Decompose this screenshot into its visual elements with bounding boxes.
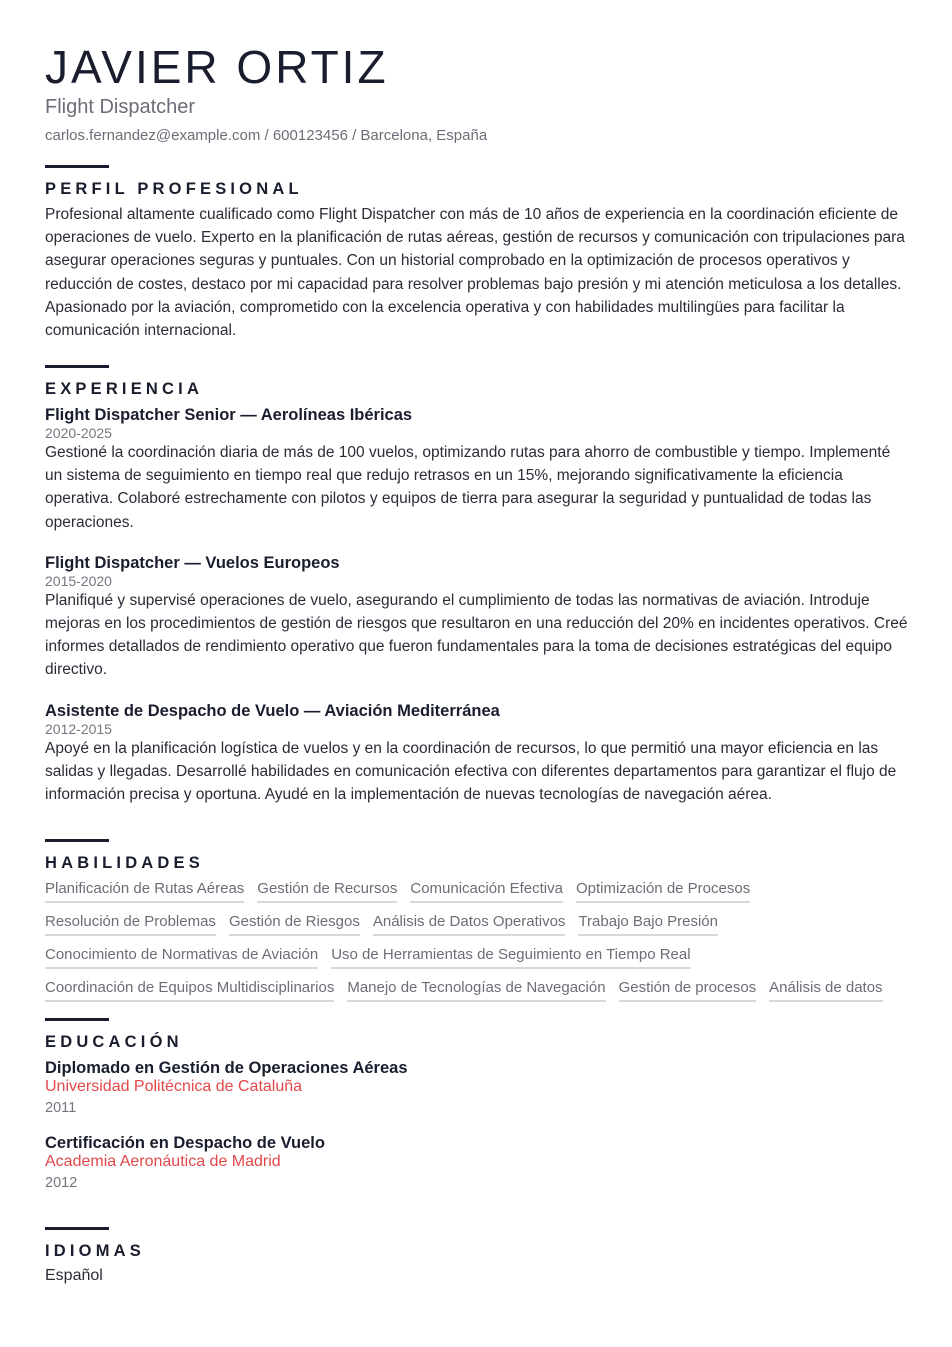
resume-page [45,41,911,1284]
section-divider [45,1227,109,1230]
section-experience [45,365,911,825]
experience-item [45,405,911,534]
job-title: Flight Dispatcher Senior — Aerolíneas Ibéricas [45,406,413,424]
section-title-education: EDUCACIÓN [45,1033,183,1051]
experience-item [45,553,911,682]
skill-tag: Planificación de Rutas Aéreas [45,879,244,903]
section-education [45,1018,911,1208]
job-dates: 2012-2015 [45,720,112,737]
section-divider [45,1018,109,1021]
job-description: Planifiqué y supervisé operaciones de vuelo, asegurando el cumplimiento de todas las normativas de aviación. Introduje mejoras en los procedimientos de gestión de riesgos que resultaron en una reducción del 20% en incidentes operativos. Creé informes detallados de rendimiento operativo que fueron fundamentales para la toma de decisiones estratégicas del equipo directivo. [45,591,908,679]
skill-tag: Comunicación Efectiva [410,879,563,903]
graduation-year: 2012 [45,1175,78,1191]
skill-tag: Conocimiento de Normativas de Aviación [45,945,318,969]
profile-summary: Profesional altamente cualificado como Flight Dispatcher con más de 10 años de experiencia en la coordinación eficiente de operaciones de vuelo. Experto en la planificación de rutas aéreas, gestión de recursos y comunicación con tripulaciones para asegurar operaciones seguras y puntuales. Con un historial comprobado en la optimización de procesos operativos y reducción de costes, destaco por mi capacidad para resolver problemas bajo presión y mi atención meticulosa a los detalles. Apasionado por la aviación, comprometido con la excelencia operativa y con habilidades multilingües para facilitar la comunicación internacional. [45,206,905,340]
skill-tag: Manejo de Tecnologías de Navegación [347,978,605,1002]
job-title: Flight Dispatcher — Vuelos Europeos [45,553,340,572]
section-title-experience: EXPERIENCIA [45,380,204,398]
education-item [45,1058,911,1118]
degree-title: Certificación en Despacho de Vuelo [45,1134,325,1152]
section-divider [45,365,109,368]
skill-tag: Trabajo Bajo Presión [578,912,718,936]
skill-tag: Resolución de Problemas [45,912,216,936]
section-skills [45,839,911,1002]
section-divider [45,165,109,168]
graduation-year: 2011 [45,1100,77,1116]
school-name: Academia Aeronáutica de Madrid [45,1153,281,1170]
skill-tag: Uso de Herramientas de Seguimiento en Tiempo Real [331,945,690,969]
section-languages [45,1227,911,1287]
section-divider [45,839,109,842]
job-description: Gestioné la coordinación diaria de más de 100 vuelos, optimizando rutas para ahorro de combustible y tiempo. Implementé un sistema de seguimiento en tiempo real que redujo retrasos en un 15%, mejorando significativamente la eficiencia operativa. Colaboré estrechamente con pilotos y equipos de tierra para asegurar la seguridad y puntualidad de todas las operaciones. [45,444,891,531]
skill-tag: Coordinación de Equipos Multidisciplinarios [45,978,334,1002]
section-title-skills: HABILIDADES [45,854,204,872]
section-title-languages: IDIOMAS [45,1242,145,1260]
education-item [45,1133,911,1193]
education-list [45,1058,911,1193]
language-item: Español [45,1267,103,1284]
job-description: Apoyé en la planificación logística de vuelos y en la coordinación de recursos, lo que permitió una mayor eficiencia en las salidas y llegadas. Desarrollé habilidades en comunicación efectiva con diferentes departamentos para garantizar el flujo de información precisa y oportuna. Ayudé en la implementación de nuevas tecnologías de navegación aérea. [45,739,897,804]
school-name: Universidad Politécnica de Cataluña [45,1078,303,1095]
experience-list [45,405,911,806]
resume-header [45,42,911,147]
candidate-role: Flight Dispatcher [45,96,196,118]
skill-tag: Optimización de Procesos [576,879,750,903]
section-title-profile: PERFIL PROFESIONAL [45,180,303,198]
job-dates: 2015-2020 [45,572,112,589]
skill-tag: Gestión de Riesgos [229,912,360,936]
job-dates: 2020-2025 [45,425,112,441]
skills-list [45,879,911,1002]
skill-tag: Análisis de datos [769,978,882,1002]
experience-item [45,701,911,807]
skill-tag: Análisis de Datos Operativos [373,912,566,936]
section-profile [45,165,911,342]
job-title: Asistente de Despacho de Vuelo — Aviación Mediterránea [45,701,500,720]
skill-tag: Gestión de procesos [619,978,757,1002]
degree-title: Diplomado en Gestión de Operaciones Aéreas [45,1059,408,1077]
candidate-name: JAVIER ORTIZ [45,41,389,93]
skill-tag: Gestión de Recursos [257,879,397,903]
contact-info: carlos.fernandez@example.com / 600123456 / Barcelona, España [45,127,488,144]
